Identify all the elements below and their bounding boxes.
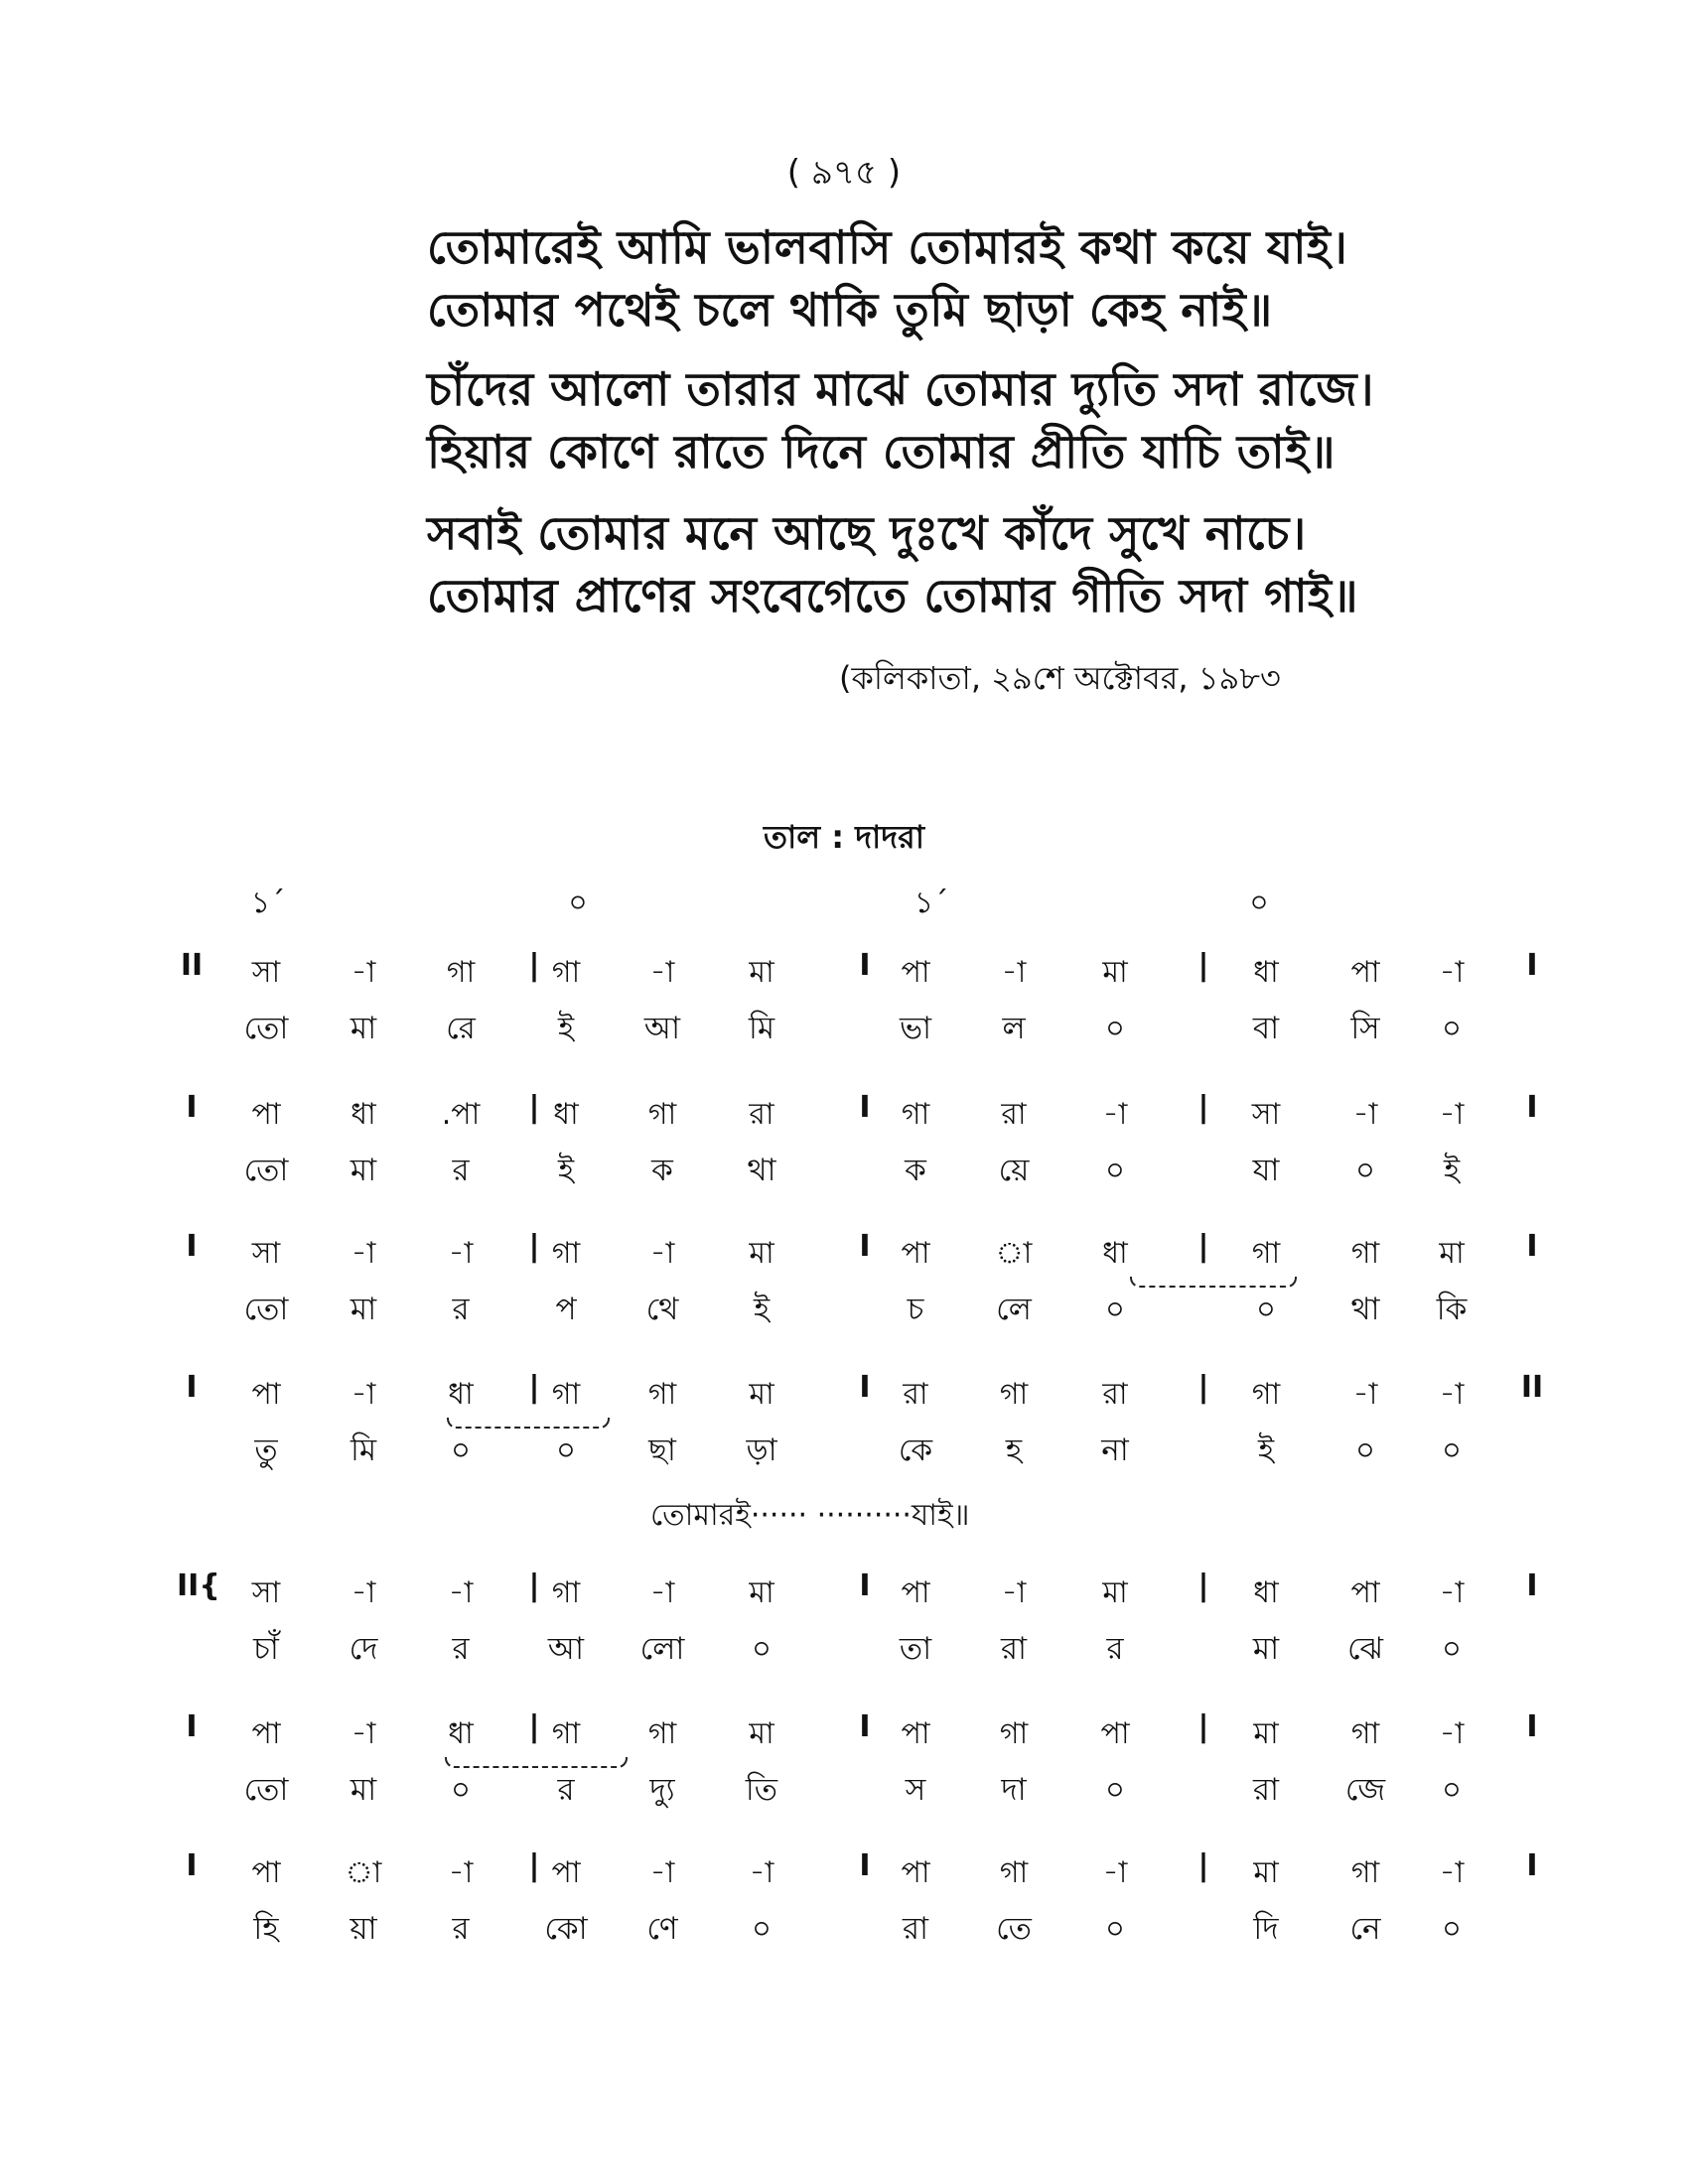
- beat-divider: |: [528, 948, 540, 983]
- lyric-cell: ০: [751, 1911, 773, 1947]
- row-end-barline: I: [1526, 1229, 1538, 1264]
- row-start-barline: II: [180, 948, 204, 983]
- verse-3-line-1: সবাই তোমার মনে আছে দুঃখে কাঁদে সুখে নাচে।: [427, 506, 1307, 560]
- lyric-cell: যা: [1252, 1153, 1280, 1188]
- lyric-cell: ০: [751, 1631, 773, 1667]
- note-cell: া: [995, 1236, 1033, 1271]
- beat-marker-4: ০: [1249, 886, 1269, 920]
- lyric-cell: ই: [1443, 1153, 1461, 1188]
- note-cell: -া: [649, 1236, 675, 1271]
- lyric-cell: হি: [253, 1911, 279, 1947]
- note-cell: গা: [551, 1575, 581, 1610]
- note-cell: পা: [551, 1855, 581, 1890]
- lyric-cell: ই: [557, 1011, 575, 1046]
- note-cell: রা: [749, 1097, 774, 1132]
- lyric-cell: য়ে: [998, 1153, 1030, 1188]
- lyric-cell: ই: [557, 1153, 575, 1188]
- lyric-cell: চ: [907, 1292, 924, 1327]
- note-cell: পা: [251, 1097, 281, 1132]
- lyric-cell: ০: [1441, 1772, 1463, 1808]
- lyric-cell: দা: [1001, 1772, 1027, 1808]
- note-cell: -া: [351, 1236, 376, 1271]
- lyric-cell: ০: [1354, 1153, 1376, 1188]
- lyric-cell: কি: [1436, 1292, 1468, 1327]
- beat-divider: |: [1197, 1848, 1209, 1883]
- measure-barline: I: [859, 1229, 871, 1264]
- note-cell: ধা: [553, 1097, 579, 1132]
- note-cell: -া: [649, 1575, 675, 1610]
- note-cell: -া: [351, 1716, 376, 1751]
- lyric-cell: তু: [254, 1433, 278, 1468]
- lyric-cell: আ: [643, 1011, 681, 1046]
- verse-3-line-2: তোমার প্রাণের সংবেগেতে তোমার গীতি সদা গাই॥: [427, 569, 1358, 622]
- beat-divider: |: [1197, 1370, 1209, 1405]
- note-cell: গা: [446, 955, 476, 990]
- note-cell: মা: [1102, 955, 1128, 990]
- note-cell: মা: [749, 1575, 774, 1610]
- lyric-cell: ই: [753, 1292, 771, 1327]
- lyric-cell: তো: [243, 1292, 289, 1327]
- lyric-cell: হ: [1005, 1433, 1023, 1468]
- lyric-cell: রা: [902, 1911, 929, 1947]
- note-cell: সা: [251, 1575, 281, 1610]
- note-cell: পা: [1100, 1716, 1130, 1751]
- note-cell: পা: [251, 1377, 281, 1412]
- lyric-cell: থা: [747, 1153, 776, 1188]
- verse-2-line-2: হিয়ার কোণে রাতে দিনে তোমার প্রীতি যাচি তাই॥: [427, 425, 1336, 478]
- note-cell: -া: [1439, 1855, 1465, 1890]
- note-cell: -া: [448, 1575, 474, 1610]
- note-cell: পা: [901, 1236, 930, 1271]
- lyric-cell: লে: [996, 1292, 1032, 1327]
- row-start-barline: I: [186, 1709, 198, 1744]
- lyric-cell: ক: [651, 1153, 673, 1188]
- note-cell: মা: [749, 1716, 774, 1751]
- lyric-cell: ল: [1002, 1011, 1026, 1046]
- lyric-cell: ভা: [899, 1011, 932, 1046]
- lyric-cell: ০: [1441, 1911, 1463, 1947]
- note-cell: সা: [1251, 1097, 1281, 1132]
- lyric-cell: থা: [1350, 1292, 1380, 1327]
- note-cell: -া: [1439, 1377, 1465, 1412]
- lyric-cell: মা: [350, 1153, 377, 1188]
- note-cell: -া: [1001, 955, 1027, 990]
- note-cell: গা: [999, 1855, 1029, 1890]
- lyric-cell: না: [1101, 1433, 1129, 1468]
- lyric-cell: কে: [898, 1433, 933, 1468]
- lyric-cell: বা: [1252, 1011, 1280, 1046]
- note-cell: -া: [351, 1575, 376, 1610]
- beat-divider: |: [528, 1229, 540, 1264]
- row-end-barline: I: [1526, 1569, 1538, 1603]
- row-start-barline: I: [186, 1090, 198, 1125]
- lyric-cell: ০: [1354, 1433, 1376, 1468]
- beat-divider: |: [528, 1569, 540, 1603]
- note-cell: মা: [1253, 1716, 1279, 1751]
- note-cell: গা: [1350, 1716, 1380, 1751]
- lyric-cell: ০: [450, 1433, 472, 1468]
- lyric-cell: ই: [1257, 1433, 1275, 1468]
- beat-divider: |: [528, 1090, 540, 1125]
- note-cell: -া: [1439, 1097, 1465, 1132]
- slur-bracket: [1130, 1277, 1297, 1288]
- note-cell: গা: [901, 1097, 930, 1132]
- lyric-cell: ড়া: [746, 1433, 777, 1468]
- note-cell: -া: [649, 955, 675, 990]
- beat-marker-1: ১´: [250, 886, 286, 920]
- lyric-cell: ০: [1441, 1433, 1463, 1468]
- row-start-barline: I: [186, 1848, 198, 1883]
- row-start-barline: I: [186, 1370, 198, 1405]
- note-cell: -া: [1352, 1377, 1378, 1412]
- note-cell: -া: [448, 1855, 474, 1890]
- lyric-cell: তা: [899, 1631, 932, 1667]
- taal-label: তাল : দাদরা: [764, 818, 924, 856]
- lyric-cell: ছা: [648, 1433, 676, 1468]
- note-cell: পা: [1350, 955, 1380, 990]
- note-cell: -া: [351, 1377, 376, 1412]
- note-cell: পা: [901, 1716, 930, 1751]
- note-cell: গা: [647, 1716, 677, 1751]
- note-cell: মা: [1102, 1575, 1128, 1610]
- lyric-cell: তো: [243, 1772, 289, 1808]
- lyric-cell: কো: [544, 1911, 588, 1947]
- beat-divider: |: [1197, 948, 1209, 983]
- note-cell: গা: [1251, 1236, 1281, 1271]
- row-end-barline: I: [1526, 948, 1538, 983]
- note-cell: ধা: [448, 1716, 474, 1751]
- lyric-cell: দি: [1253, 1911, 1279, 1947]
- lyric-cell: ০: [1255, 1292, 1277, 1327]
- lyric-cell: র: [452, 1911, 470, 1947]
- beat-divider: |: [528, 1709, 540, 1744]
- verse-1-line-1: তোমারেই আমি ভালবাসি তোমারই কথা কয়ে যাই।: [427, 220, 1348, 274]
- lyric-cell: র: [452, 1153, 470, 1188]
- measure-barline: I: [859, 1569, 871, 1603]
- note-cell: পা: [251, 1855, 281, 1890]
- lyric-cell: আ: [547, 1631, 585, 1667]
- lyric-cell: ০: [1104, 1772, 1126, 1808]
- lyric-cell: থে: [645, 1292, 679, 1327]
- beat-divider: |: [1197, 1569, 1209, 1603]
- note-cell: পা: [901, 955, 930, 990]
- lyric-cell: লো: [639, 1631, 685, 1667]
- row-start-barline: II{: [177, 1569, 220, 1603]
- note-cell: .পা: [441, 1097, 481, 1132]
- note-cell: ধা: [351, 1097, 376, 1132]
- note-cell: -া: [1352, 1097, 1378, 1132]
- note-cell: -া: [1102, 1855, 1128, 1890]
- lyric-cell: রে: [446, 1011, 476, 1046]
- note-cell: গা: [999, 1377, 1029, 1412]
- note-cell: -া: [749, 1855, 774, 1890]
- row-end-barline: II: [1520, 1370, 1544, 1405]
- lyric-cell: ০: [1104, 1911, 1126, 1947]
- note-cell: পা: [901, 1855, 930, 1890]
- lyric-cell: র: [452, 1631, 470, 1667]
- note-cell: সা: [251, 955, 281, 990]
- note-cell: ধা: [1253, 955, 1279, 990]
- lyric-cell: সি: [1350, 1011, 1380, 1046]
- note-cell: া: [345, 1855, 382, 1890]
- page-number: ( ৯৭৫ ): [786, 153, 902, 193]
- lyric-cell: ০: [1104, 1153, 1126, 1188]
- lyric-cell: তে: [996, 1911, 1032, 1947]
- note-cell: -া: [1001, 1575, 1027, 1610]
- row-end-barline: I: [1526, 1090, 1538, 1125]
- note-cell: রা: [1102, 1377, 1128, 1412]
- note-cell: পা: [1350, 1575, 1380, 1610]
- lyric-cell: ০: [1104, 1292, 1126, 1327]
- note-cell: রা: [903, 1377, 928, 1412]
- lyric-cell: নে: [1349, 1911, 1381, 1947]
- note-cell: গা: [1350, 1236, 1380, 1271]
- lyric-cell: দে: [349, 1631, 378, 1667]
- beat-divider: |: [528, 1848, 540, 1883]
- measure-barline: I: [859, 1848, 871, 1883]
- beat-divider: |: [1197, 1709, 1209, 1744]
- note-cell: মা: [1439, 1236, 1465, 1271]
- beat-marker-2: ০: [568, 886, 588, 920]
- measure-barline: I: [859, 948, 871, 983]
- note-cell: গা: [551, 1236, 581, 1271]
- measure-barline: I: [859, 1090, 871, 1125]
- lyric-cell: মা: [350, 1772, 377, 1808]
- row-end-barline: I: [1526, 1709, 1538, 1744]
- note-cell: -া: [1439, 955, 1465, 990]
- note-cell: রা: [1001, 1097, 1027, 1132]
- verse-1-line-2: তোমার পথেই চলে থাকি তুমি ছাড়া কেহ নাই॥: [427, 283, 1273, 337]
- note-cell: -া: [1102, 1097, 1128, 1132]
- row-start-barline: I: [186, 1229, 198, 1264]
- row-end-barline: I: [1526, 1848, 1538, 1883]
- verse-2-line-1: চাঁদের আলো তারার মাঝে তোমার দ্যুতি সদা রাজে।: [427, 362, 1374, 416]
- beat-divider: |: [1197, 1229, 1209, 1264]
- note-cell: মা: [749, 1377, 774, 1412]
- lyric-cell: মা: [350, 1292, 377, 1327]
- lyric-cell: তো: [243, 1153, 289, 1188]
- lyric-cell: ০: [555, 1433, 577, 1468]
- lyric-cell: রা: [1252, 1772, 1280, 1808]
- note-cell: গা: [551, 1377, 581, 1412]
- measure-barline: I: [859, 1709, 871, 1744]
- lyric-cell: স: [905, 1772, 926, 1808]
- lyric-cell: মা: [350, 1011, 377, 1046]
- lyric-cell: জে: [1344, 1772, 1386, 1808]
- note-cell: -া: [351, 955, 376, 990]
- note-cell: গা: [551, 1716, 581, 1751]
- lyric-cell: ঝে: [1346, 1631, 1384, 1667]
- beat-marker-3: ১´: [914, 886, 949, 920]
- note-cell: সা: [251, 1236, 281, 1271]
- lyric-cell: র: [557, 1772, 575, 1808]
- note-cell: ধা: [448, 1377, 474, 1412]
- note-cell: -া: [1439, 1575, 1465, 1610]
- lyric-cell: চাঁ: [253, 1631, 279, 1667]
- note-cell: গা: [1251, 1377, 1281, 1412]
- lyric-cell: ণে: [646, 1911, 678, 1947]
- measure-barline: I: [859, 1370, 871, 1405]
- lyric-cell: ০: [1441, 1011, 1463, 1046]
- note-cell: গা: [999, 1716, 1029, 1751]
- lyric-cell: মি: [350, 1433, 377, 1468]
- lyric-cell: ০: [1104, 1011, 1126, 1046]
- lyric-cell: মা: [1252, 1631, 1280, 1667]
- slur-bracket: [447, 1418, 610, 1429]
- note-cell: পা: [251, 1716, 281, 1751]
- lyric-cell: র: [1106, 1631, 1124, 1667]
- lyric-cell: তি: [745, 1772, 778, 1808]
- note-cell: -া: [649, 1855, 675, 1890]
- note-cell: পা: [901, 1575, 930, 1610]
- lyric-cell: রা: [1000, 1631, 1028, 1667]
- lyric-cell: দ্যু: [649, 1772, 675, 1808]
- note-cell: -া: [448, 1236, 474, 1271]
- note-cell: মা: [749, 1236, 774, 1271]
- dateline: (কলিকাতা, ২৯শে অক্টোবর, ১৯৮৩: [839, 659, 1281, 697]
- note-cell: ধা: [1253, 1575, 1279, 1610]
- refrain-line: তোমারই······ ··········যাই॥: [650, 1498, 970, 1533]
- note-cell: -া: [1439, 1716, 1465, 1751]
- beat-divider: |: [1197, 1090, 1209, 1125]
- beat-divider: |: [528, 1370, 540, 1405]
- note-cell: গা: [551, 955, 581, 990]
- lyric-cell: প: [555, 1292, 577, 1327]
- note-cell: মা: [1253, 1855, 1279, 1890]
- lyric-cell: র: [452, 1292, 470, 1327]
- lyric-cell: য়া: [350, 1911, 377, 1947]
- lyric-cell: তো: [243, 1011, 289, 1046]
- lyric-cell: ক: [905, 1153, 926, 1188]
- note-cell: গা: [647, 1097, 677, 1132]
- note-cell: ধা: [1102, 1236, 1128, 1271]
- slur-bracket: [445, 1757, 628, 1768]
- lyric-cell: মি: [748, 1011, 775, 1046]
- note-cell: গা: [1350, 1855, 1380, 1890]
- lyric-cell: ০: [450, 1772, 472, 1808]
- note-cell: মা: [749, 955, 774, 990]
- note-cell: গা: [647, 1377, 677, 1412]
- lyric-cell: ০: [1441, 1631, 1463, 1667]
